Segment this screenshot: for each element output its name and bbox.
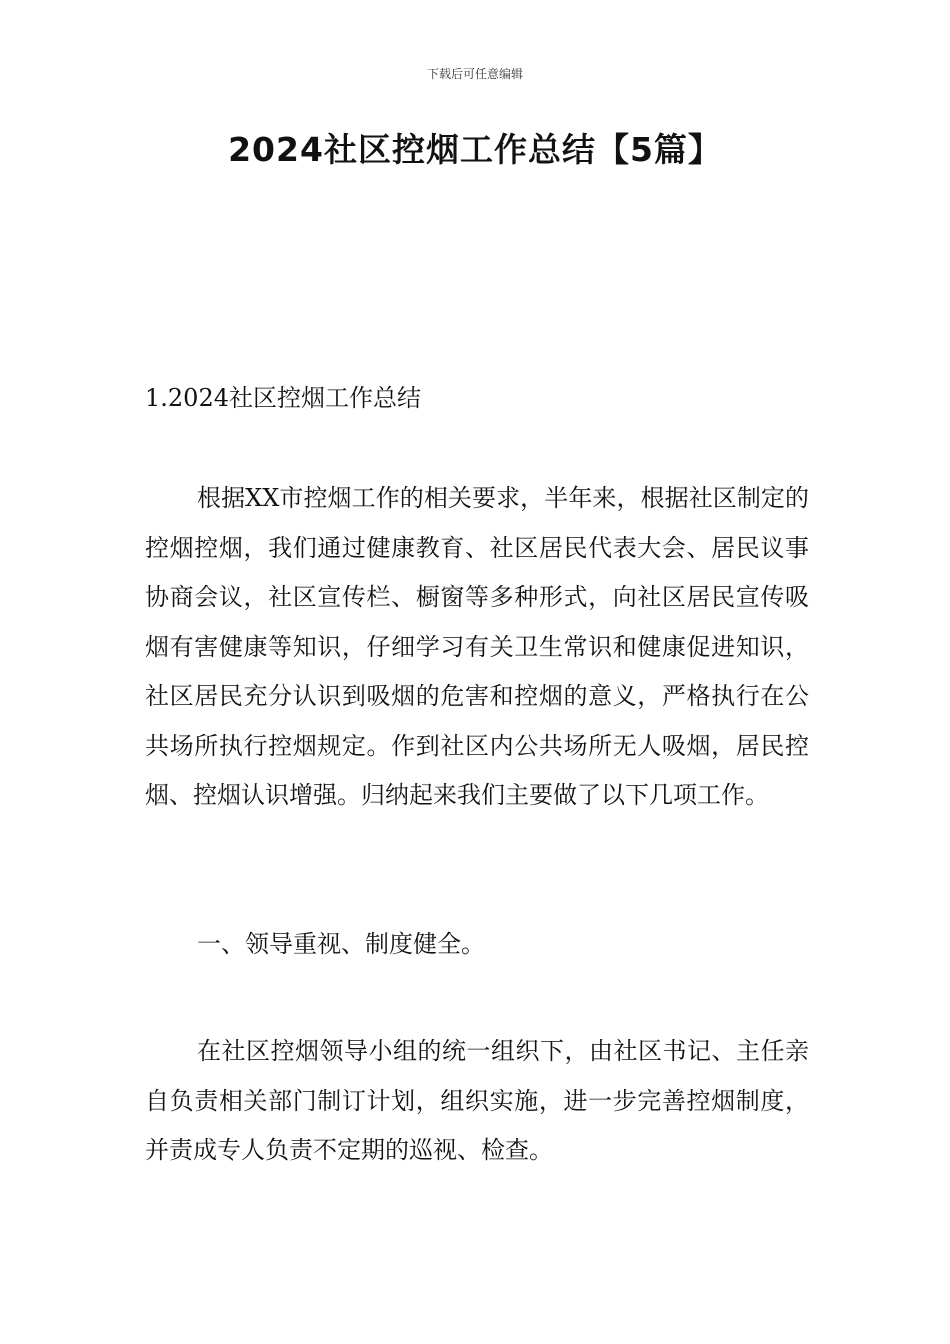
section-heading: 1.2024社区控烟工作总结 [145,384,421,412]
subsection-heading: 一、领导重视、制度健全。 [197,930,485,958]
document-title: 2024社区控烟工作总结【5篇】 [228,130,722,169]
body-paragraph: 根据XX市控烟工作的相关要求，半年来，根据社区制定的控烟控烟，我们通过健康教育、社区居民代表大会、居民议事协商会议，社区宣传栏、橱窗等多种形式，向社区居民宣传吸烟有害健康等知识，仔细学习有关卫生常识和健康促进知识，社区居民充分认识到吸烟的危害和控烟的意义，严格执行在公共场所执行控烟规定。作到社区内公共场所无人吸烟，居民控烟、控烟认识增强。归纳起来我们主要做了以下几项工作。 [145,484,809,809]
body-paragraph: 在社区控烟领导小组的统一组织下，由社区书记、主任亲自负责相关部门制订计划，组织实施，进一步完善控烟制度，并责成专人负责不定期的巡视、检查。 [145,1037,809,1164]
header-note: 下载后可任意编辑 [426,67,523,81]
